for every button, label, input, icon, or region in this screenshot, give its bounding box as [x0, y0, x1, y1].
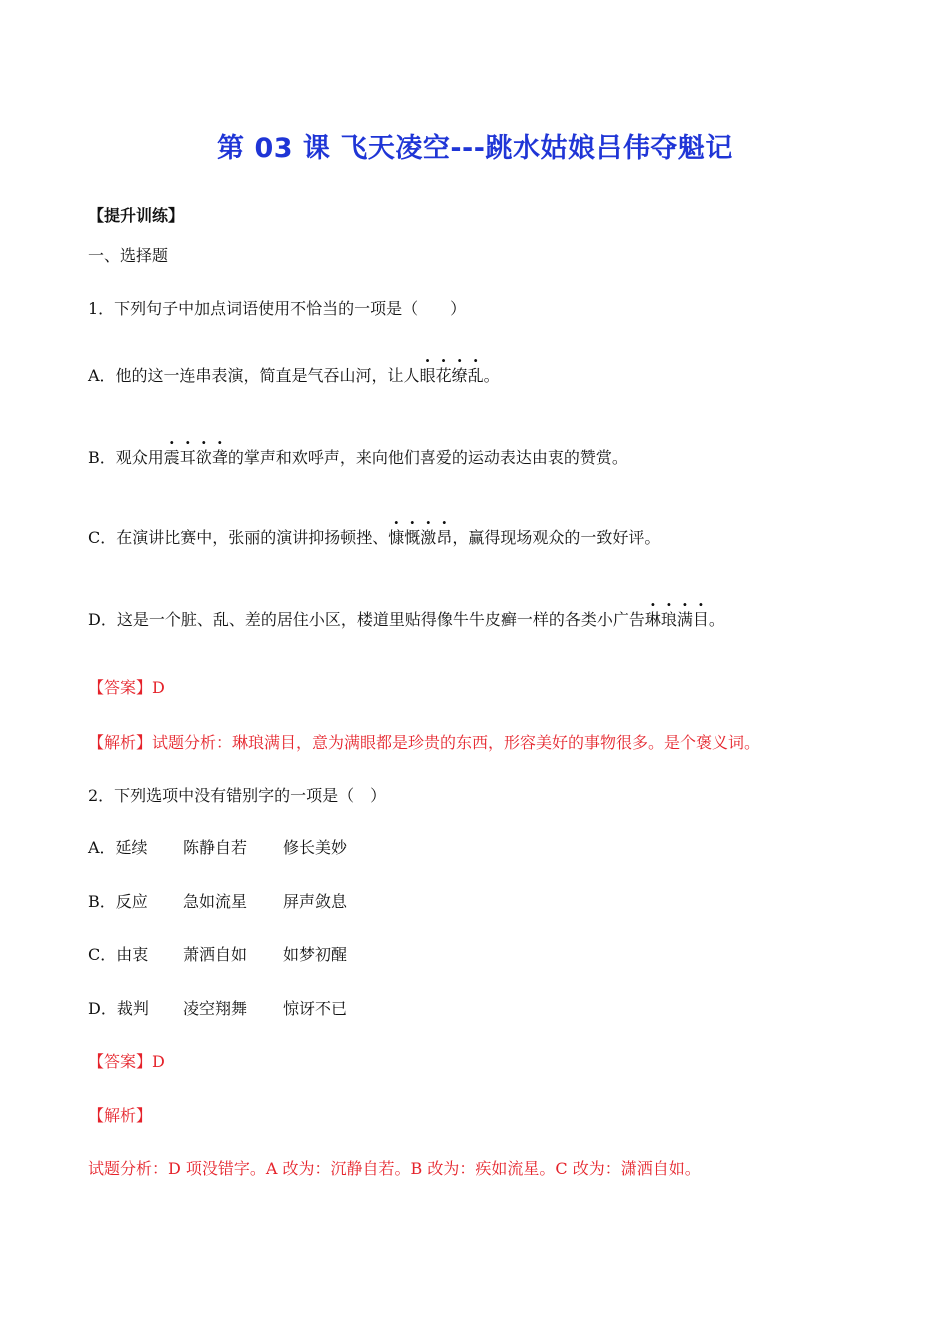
q1-option-d: D．这是一个脏、乱、差的居住小区，楼道里贴得像牛牛皮癣一样的各类小广告琳琅满目。: [88, 610, 725, 629]
section-heading: 一、选择题: [88, 246, 169, 265]
q2-option-d: D．裁判 凌空翔舞 惊讶不已: [88, 999, 348, 1018]
page-title: 第 03 课 飞天凌空---跳水姑娘吕伟夺魁记: [217, 133, 733, 164]
q2-option-b: B．反应 急如流星 屏声敛息: [88, 892, 348, 911]
q1-answer: 【答案】D: [88, 678, 165, 697]
q2-analysis: 试题分析：D 项没错字。A 改为：沉静自若。B 改为：疾如流星。C 改为：潇洒自如。: [88, 1159, 701, 1178]
q2-analysis-tag: 【解析】: [88, 1106, 153, 1125]
q1-stem: 1．下列句子中加点词语使用不恰当的一项是（ ）: [88, 299, 467, 318]
q1-analysis: 【解析】试题分析：琳琅满目，意为满眼都是珍贵的东西，形容美好的事物很多。是个褒义词。: [88, 733, 761, 752]
q2-option-c: C．由衷 萧洒自如 如梦初醒: [88, 945, 348, 964]
q2-stem: 2．下列选项中没有错别字的一项是（ ）: [88, 786, 387, 805]
section-tag: 【提升训练】: [88, 206, 185, 225]
q1-option-a: A．他的这一连串表演，简直是气吞山河，让人眼花缭乱。: [88, 366, 500, 385]
q1-option-b: B．观众用震耳欲聋的掌声和欢呼声，来向他们喜爱的运动表达由衷的赞赏。: [88, 448, 628, 467]
q2-option-a: A．延续 陈静自若 修长美妙: [88, 838, 348, 857]
q2-answer: 【答案】D: [88, 1052, 165, 1071]
q1-option-c: C．在演讲比赛中，张丽的演讲抑扬顿挫、慷慨激昂，赢得现场观众的一致好评。: [88, 528, 661, 547]
